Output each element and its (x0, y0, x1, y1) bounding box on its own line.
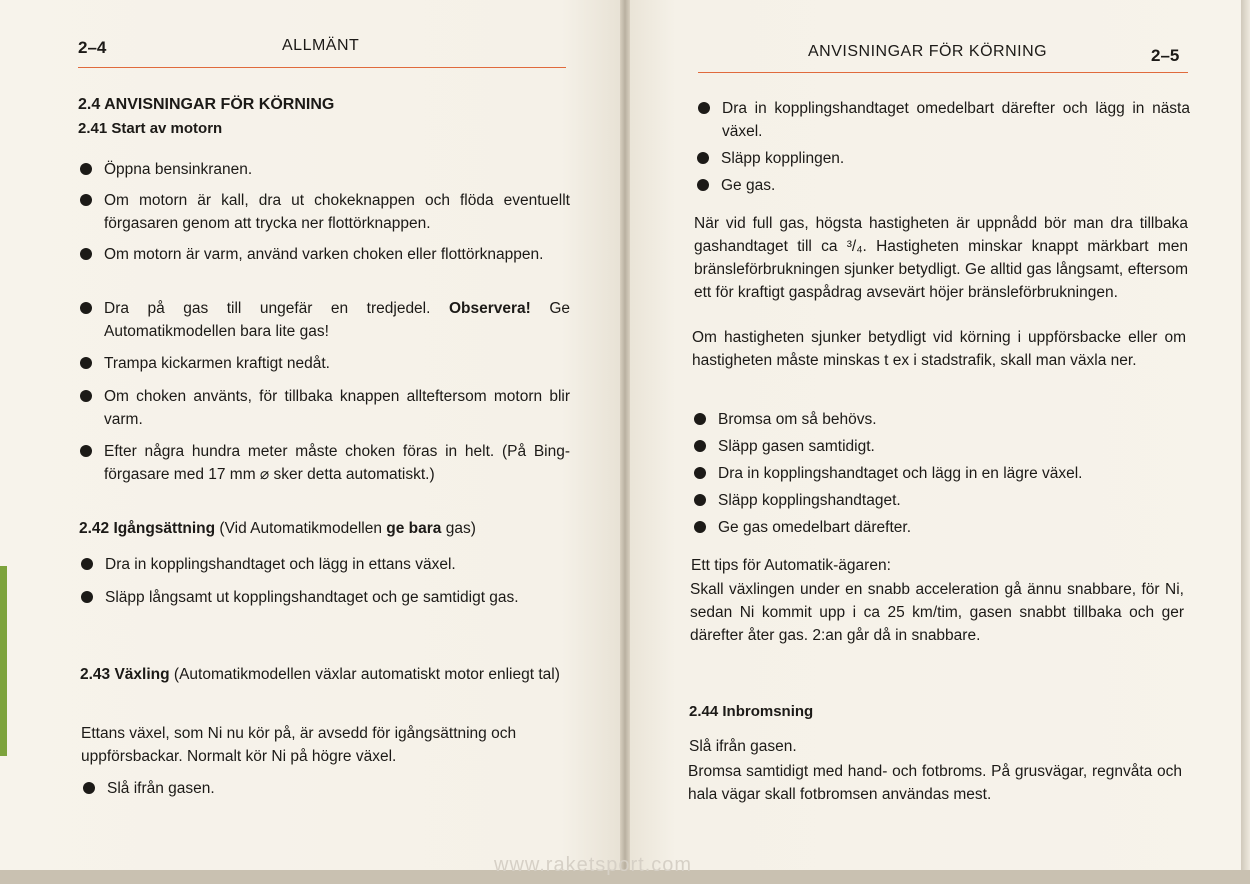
list-item-text: Om choken använts, för tillbaka knappen allteftersom motorn blir varm. (104, 388, 570, 428)
list-item-text: Släpp gasen samtidigt. (718, 438, 875, 455)
paragraph-downshift: Om hastigheten sjunker betydligt vid körning i uppförsbacke eller om hastigheten måste minskas t ex i stadstrafik, skall man växla ner. (692, 329, 1186, 369)
subheading-2-43 (80, 663, 572, 686)
list-item (80, 243, 570, 266)
list-item-tail: Ge Automatikmodellen bara lite gas! (104, 300, 571, 340)
brake-line-1: Slå ifrån gasen. (689, 738, 797, 755)
bullet-dot (81, 591, 93, 603)
subheading-2-43-title: 2.43 Växling (80, 666, 170, 683)
list-item-text: Trampa kickarmen kraftigt nedåt. (104, 355, 330, 372)
bullet-dot (80, 357, 92, 369)
subheading-2-43-note: (Automatikmodellen växlar automatiskt motor enliegt tal) (173, 666, 560, 683)
list-item-lead: Dra på gas till ungefär en tredjedel. (104, 300, 431, 317)
book-gutter (620, 0, 630, 884)
bullet-dot (80, 248, 92, 260)
list-item-text: Slå ifrån gasen. (107, 780, 215, 797)
tips-title: Ett tips för Automatik-ägaren: (691, 557, 891, 574)
right-page-number: 2–5 (1151, 46, 1180, 65)
list-item-text: Ge gas omedelbart därefter. (718, 519, 912, 536)
bullet-dot (80, 194, 92, 206)
subheading-2-44: 2.44 Inbromsning (689, 703, 814, 720)
subheading-2-42-note: (Vid Automatikmodellen (219, 520, 382, 537)
brake-paragraph: Bromsa samtidigt med hand- och fotbroms. På grusvägar, regnvåta och hala vägar skall fotbromsen användas mest. (688, 763, 1182, 803)
bullet-dot (80, 445, 92, 457)
list-item (694, 489, 1186, 512)
subheading-2-42 (79, 517, 571, 540)
bullet-dot (697, 179, 709, 191)
list-item (81, 553, 571, 576)
list-item (697, 147, 1189, 170)
section-heading-2-4: 2.4 ANVISNINGAR FÖR KÖRNING (78, 96, 335, 113)
list-item-text: Efter några hundra meter måste choken föras in helt. (På Bing-förgasare med 17 mm ⌀ sker detta automatiskt.) (104, 443, 570, 483)
left-running-head: ALLMÄNT (282, 37, 360, 54)
list-item-text: Släpp långsamt ut kopplingshandtaget och ge samtidigt gas. (105, 589, 519, 606)
list-item (80, 297, 570, 343)
list-item (697, 174, 1189, 197)
bullet-dot (81, 558, 93, 570)
list-item (80, 440, 570, 486)
subheading-2-42-note-end: gas) (445, 520, 476, 537)
list-item (694, 516, 1186, 539)
bullet-dot (694, 440, 706, 452)
list-item (80, 385, 570, 431)
tips-body: Skall växlingen under en snabb acceleration gå ännu snabbare, för Ni, sedan Ni kommit upp i ca 25 km/tim, gasen snabbt tillbaka och ger därefter åter gas. 2:an går då in snabbare. (690, 581, 1184, 644)
list-item (81, 586, 571, 609)
list-item-text: Om motorn är varm, använd varken choken eller flottörknappen. (104, 246, 544, 263)
bullet-dot (694, 494, 706, 506)
list-item-text (104, 297, 570, 343)
list-item-text: Bromsa om så behövs. (718, 411, 877, 428)
list-item (698, 97, 1190, 143)
watermark: www.raketsport.com (494, 854, 693, 876)
list-item (694, 462, 1186, 485)
list-item-text: Dra in kopplingshandtaget och lägg in ettans växel. (105, 556, 456, 573)
subheading-2-42-emphasis: ge bara (386, 520, 442, 537)
observera-emphasis: Observera! (448, 300, 531, 317)
bullet-dot (80, 390, 92, 402)
left-page-number: 2–4 (78, 38, 107, 57)
list-item (694, 435, 1186, 458)
list-item (80, 352, 570, 375)
list-item-text: Om motorn är kall, dra ut chokeknappen och flöda eventuellt förgasaren genom att trycka ner flottörknappen. (104, 192, 570, 232)
paragraph-gears: Ettans växel, som Ni nu kör på, är avsedd för igångsättning och uppförsbackar. Normalt kör Ni på högre växel. (81, 725, 517, 765)
bullet-dot (80, 302, 92, 314)
list-item-text: Släpp kopplingshandtaget. (718, 492, 901, 509)
right-running-head: ANVISNINGAR FÖR KÖRNING (808, 43, 1048, 60)
list-item-text: Släpp kopplingen. (721, 150, 845, 167)
bullet-dot (694, 413, 706, 425)
bullet-dot (698, 102, 710, 114)
list-item (80, 189, 570, 235)
list-item (83, 777, 573, 800)
paragraph-full-throttle: När vid full gas, högsta hastigheten är uppnådd bör man dra tillbaka gashandtaget till ca ³/₄. Hastigheten minskar knappt märkbart men bränsleförbrukningen sjunker betydligt. Ge alltid gas långsamt, eftersom ett för kraftigt gaspådrag avsevärt höjer bränsleförbrukningen. (694, 215, 1188, 301)
page-edge (1241, 0, 1250, 884)
bullet-dot (80, 163, 92, 175)
bullet-dot (697, 152, 709, 164)
list-item-text: Dra in kopplingshandtaget och lägg in en lägre växel. (718, 465, 1083, 482)
bullet-dot (83, 782, 95, 794)
green-edge-tab (0, 566, 7, 756)
left-header-rule (78, 67, 566, 68)
bullet-dot (694, 467, 706, 479)
list-item (694, 408, 1186, 431)
subheading-2-41: 2.41 Start av motorn (78, 120, 223, 137)
subheading-2-42-title: 2.42 Igångsättning (79, 520, 216, 537)
list-item-text: Dra in kopplingshandtaget omedelbart därefter och lägg in nästa växel. (722, 100, 1190, 140)
right-header-rule (698, 72, 1188, 73)
list-item (80, 158, 570, 181)
list-item-text: Ge gas. (721, 177, 776, 194)
list-item-text: Öppna bensinkranen. (104, 161, 253, 178)
bullet-dot (694, 521, 706, 533)
